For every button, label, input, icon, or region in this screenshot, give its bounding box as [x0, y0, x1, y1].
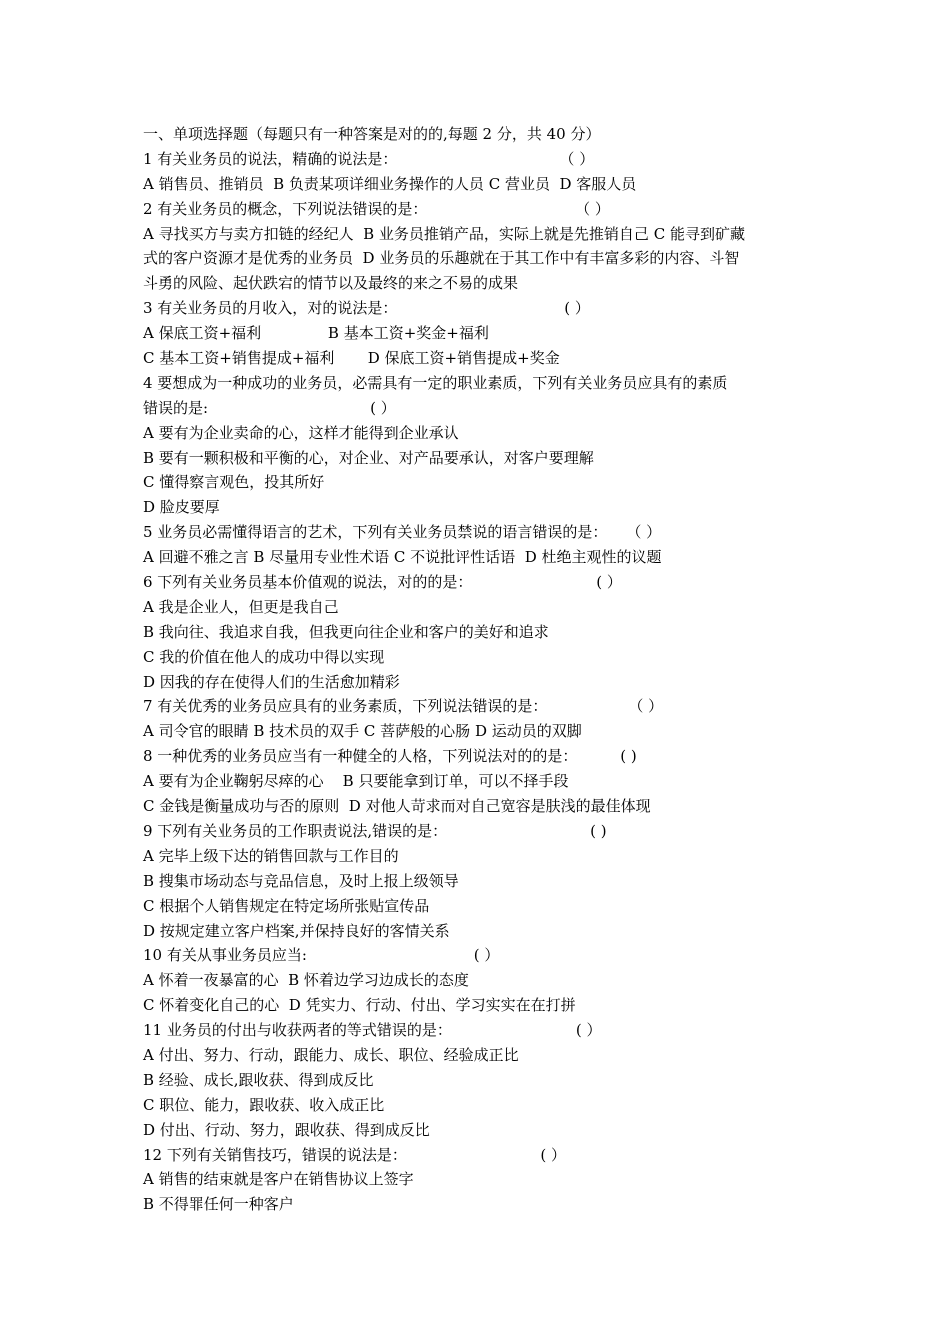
text-line: C 懂得察言观色，投其所好 [143, 473, 325, 492]
text-line: 10 有关从事业务员应当: ( ） [143, 946, 500, 965]
text-line: 6 下列有关业务员基本价值观的说法，对的的是： ( ） [143, 573, 622, 592]
text-line: C 职位、能力，跟收获、收入成正比 [143, 1095, 385, 1114]
text-line: D 按规定建立客户档案,并保持良好的客情关系 [143, 921, 450, 940]
text-line: 3 有关业务员的月收入，对的说法是： ( ） [143, 299, 590, 318]
text-line: 1 有关业务员的说法，精确的说法是： （ ） [143, 149, 595, 168]
text-line: 8 一种优秀的业务员应当有一种健全的人格，下列说法对的的是： ( ) [143, 747, 637, 766]
text-line: 4 要想成为一种成功的业务员，必需具有一定的职业素质，下列有关业务员应具有的素质 [143, 373, 728, 392]
text-line: A 销售的结束就是客户在销售协议上签字 [143, 1170, 414, 1189]
text-line: A 付出、努力、行动，跟能力、成长、职位、经验成正比 [143, 1045, 519, 1064]
text-line: A 完毕上级下达的销售回款与工作目的 [143, 846, 399, 865]
text-line: 斗勇的风险、起伏跌宕的情节以及最终的来之不易的成果 [143, 274, 519, 293]
text-line: 5 业务员必需懂得语言的艺术，下列有关业务员禁说的语言错误的是： （ ） [143, 523, 662, 542]
text-line: A 司令官的眼睛 B 技术员的双手 C 菩萨般的心肠 D 运动员的双脚 [143, 722, 582, 741]
text-line: C 根据个人销售规定在特定场所张贴宣传品 [143, 896, 430, 915]
text-line: 式的客户资源才是优秀的业务员 D 业务员的乐趣就在于其工作中有丰富多彩的内容、斗智 [143, 249, 740, 268]
text-line: D 因我的存在使得人们的生活愈加精彩 [143, 672, 400, 691]
text-line: B 我向往、我追求自我，但我更向往企业和客户的美好和追求 [143, 622, 549, 641]
text-line: A 要有为企业鞠躬尽瘁的心 B 只要能拿到订单，可以不择手段 [143, 772, 569, 791]
text-line: 2 有关业务员的概念，下列说法错误的是： （ ） [143, 199, 610, 218]
text-line: A 我是企业人，但更是我自己 [143, 597, 339, 616]
text-line: A 回避不雅之言 B 尽量用专业性术语 C 不说批评性话语 D 杜绝主观性的议题 [143, 548, 662, 567]
text-line: A 保底工资+福利 B 基本工资+奖金+福利 [143, 324, 489, 343]
text-line: C 我的价值在他人的成功中得以实现 [143, 647, 385, 666]
text-line: A 寻找买方与卖方扣链的经纪人 B 业务员推销产品，实际上就是先推销自己 C 能寻到矿藏 [143, 224, 745, 243]
text-line: 9 下列有关业务员的工作职责说法,错误的是： ( ) [143, 821, 607, 840]
text-line: B 不得罪任何一种客户 [143, 1195, 294, 1214]
text-line: 7 有关优秀的业务员应具有的业务素质，下列说法错误的是： （ ） [143, 697, 664, 716]
text-line: A 怀着一夜暴富的心 B 怀着边学习边成长的态度 [143, 971, 469, 990]
text-line: 错误的是: ( ） [143, 398, 396, 417]
text-line: 11 业务员的付出与收获两者的等式错误的是： ( ） [143, 1021, 602, 1040]
exam-text-body [143, 122, 823, 1217]
text-line: B 要有一颗积极和平衡的心，对企业、对产品要承认，对客户要理解 [143, 448, 594, 467]
text-line: B 搜集市场动态与竞品信息，及时上报上级领导 [143, 871, 459, 890]
text-line: 12 下列有关销售技巧，错误的说法是： ( ） [143, 1145, 566, 1164]
text-line: C 基本工资+销售提成+福利 D 保底工资+销售提成+奖金 [143, 349, 560, 368]
text-line: C 金钱是衡量成功与否的原则 D 对他人苛求而对自己宽容是肤浅的最佳体现 [143, 797, 651, 816]
text-line: C 怀着变化自己的心 D 凭实力、行动、付出、学习实实在在打拼 [143, 996, 576, 1015]
text-line: 一、单项选择题（每题只有一种答案是对的的,每题 2 分，共 40 分） [143, 125, 601, 143]
text-line: A 销售员、推销员 B 负责某项详细业务操作的人员 C 营业员 D 客服人员 [143, 174, 637, 193]
text-line: D 脸皮要厚 [143, 498, 220, 517]
text-line: A 要有为企业卖命的心，这样才能得到企业承认 [143, 423, 459, 442]
text-line: D 付出、行动、努力，跟收获、得到成反比 [143, 1120, 430, 1139]
text-line: B 经验、成长,跟收获、得到成反比 [143, 1070, 374, 1089]
